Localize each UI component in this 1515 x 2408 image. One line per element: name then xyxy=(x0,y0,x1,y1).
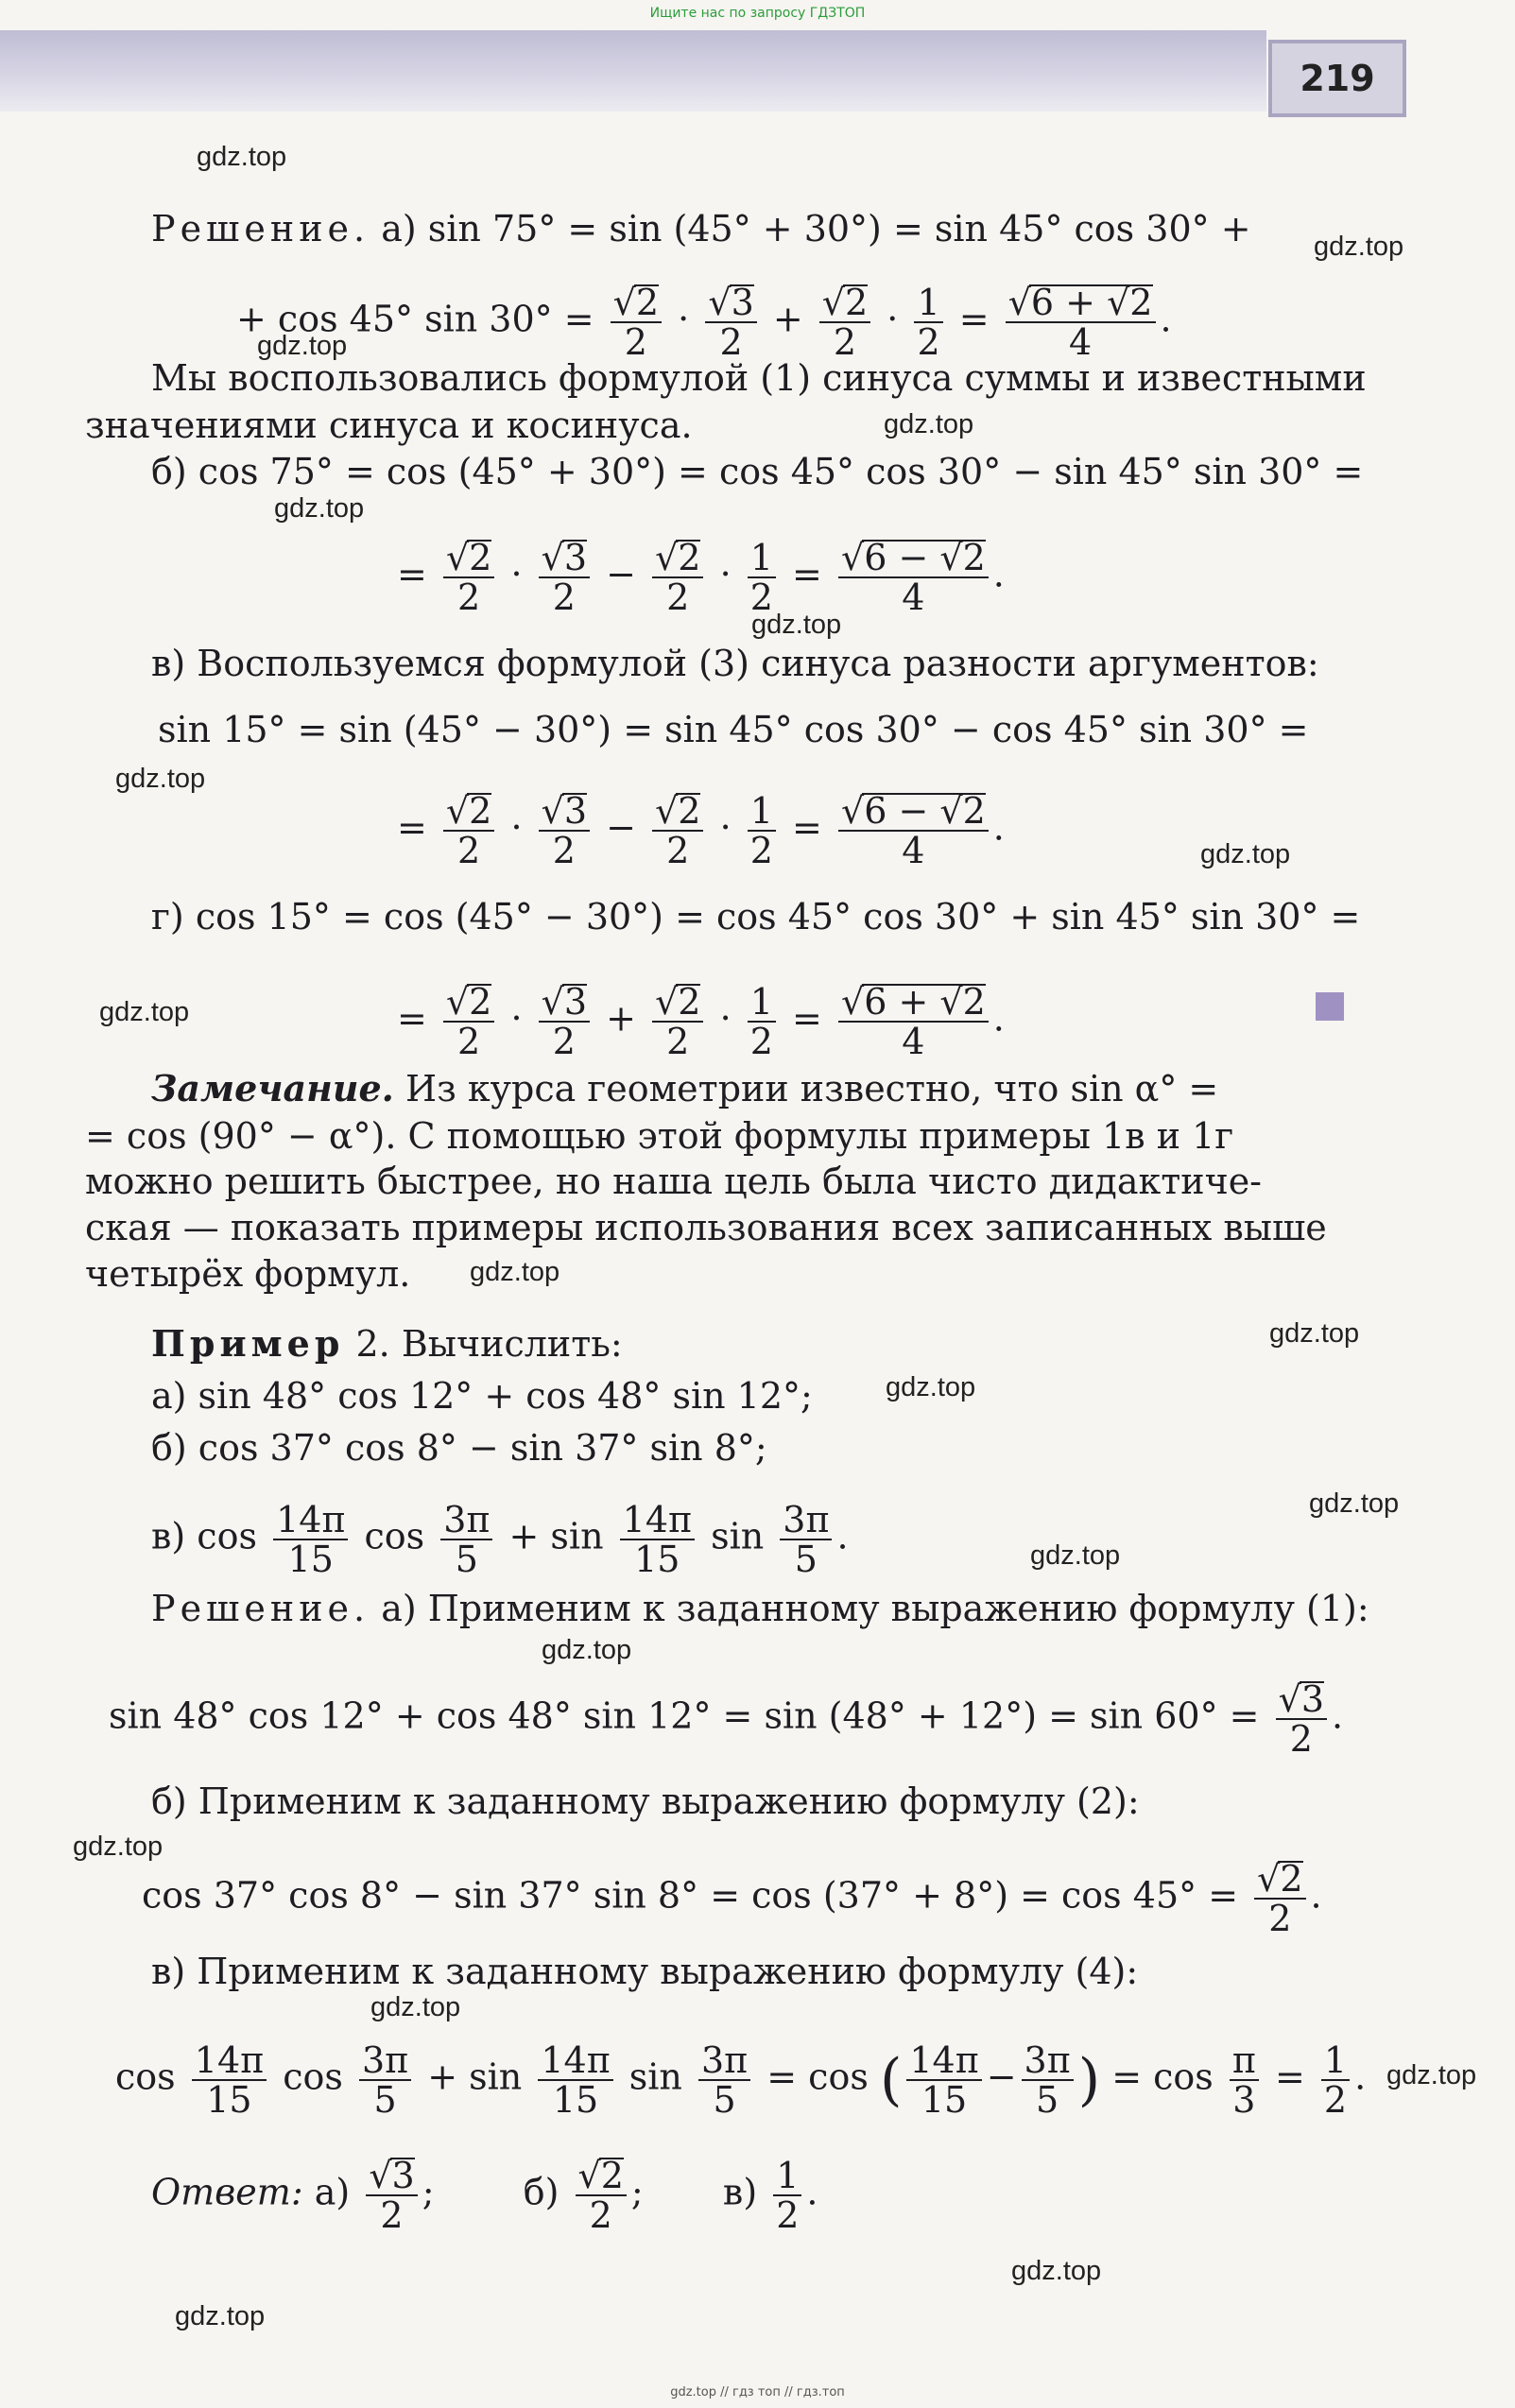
watermark: gdz.top xyxy=(1269,1318,1360,1349)
watermark: gdz.top xyxy=(99,997,190,1027)
watermark: gdz.top xyxy=(1200,839,1291,869)
fraction: $\frac{√3}{2}$ xyxy=(705,284,756,361)
watermark: gdz.top xyxy=(884,409,974,439)
watermark: gdz.top xyxy=(542,1635,632,1665)
top-note: Ищите нас по запросу ГДЗТОП xyxy=(649,6,866,21)
watermark: gdz.top xyxy=(115,764,206,794)
header-band xyxy=(0,30,1266,112)
end-mark xyxy=(1316,992,1344,1021)
fraction: $\frac{√2}{2}$ xyxy=(819,284,870,361)
watermark: gdz.top xyxy=(1030,1540,1121,1571)
watermark: gdz.top xyxy=(274,493,365,524)
watermark: gdz.top xyxy=(197,142,287,172)
watermark: gdz.top xyxy=(1314,232,1404,262)
watermark: gdz.top xyxy=(73,1832,164,1862)
bottom-note: gdz.top // гдз топ // гдз.топ xyxy=(670,2385,845,2399)
watermark: gdz.top xyxy=(1309,1488,1400,1519)
watermark: gdz.top xyxy=(751,610,842,640)
fraction: $\frac{1}{2}$ xyxy=(914,284,942,361)
watermark: gdz.top xyxy=(175,2301,266,2331)
page-number: 219 xyxy=(1268,40,1406,117)
watermark: gdz.top xyxy=(886,1372,976,1402)
fraction: $\frac{√6 + √2}{4}$ xyxy=(1006,284,1156,361)
fraction: $\frac{√2}{2}$ xyxy=(611,284,662,361)
watermark: gdz.top xyxy=(257,331,348,361)
watermark: gdz.top xyxy=(1011,2256,1102,2286)
watermark: gdz.top xyxy=(1386,2060,1477,2090)
watermark: gdz.top xyxy=(470,1257,560,1287)
watermark: gdz.top xyxy=(370,1992,461,2022)
